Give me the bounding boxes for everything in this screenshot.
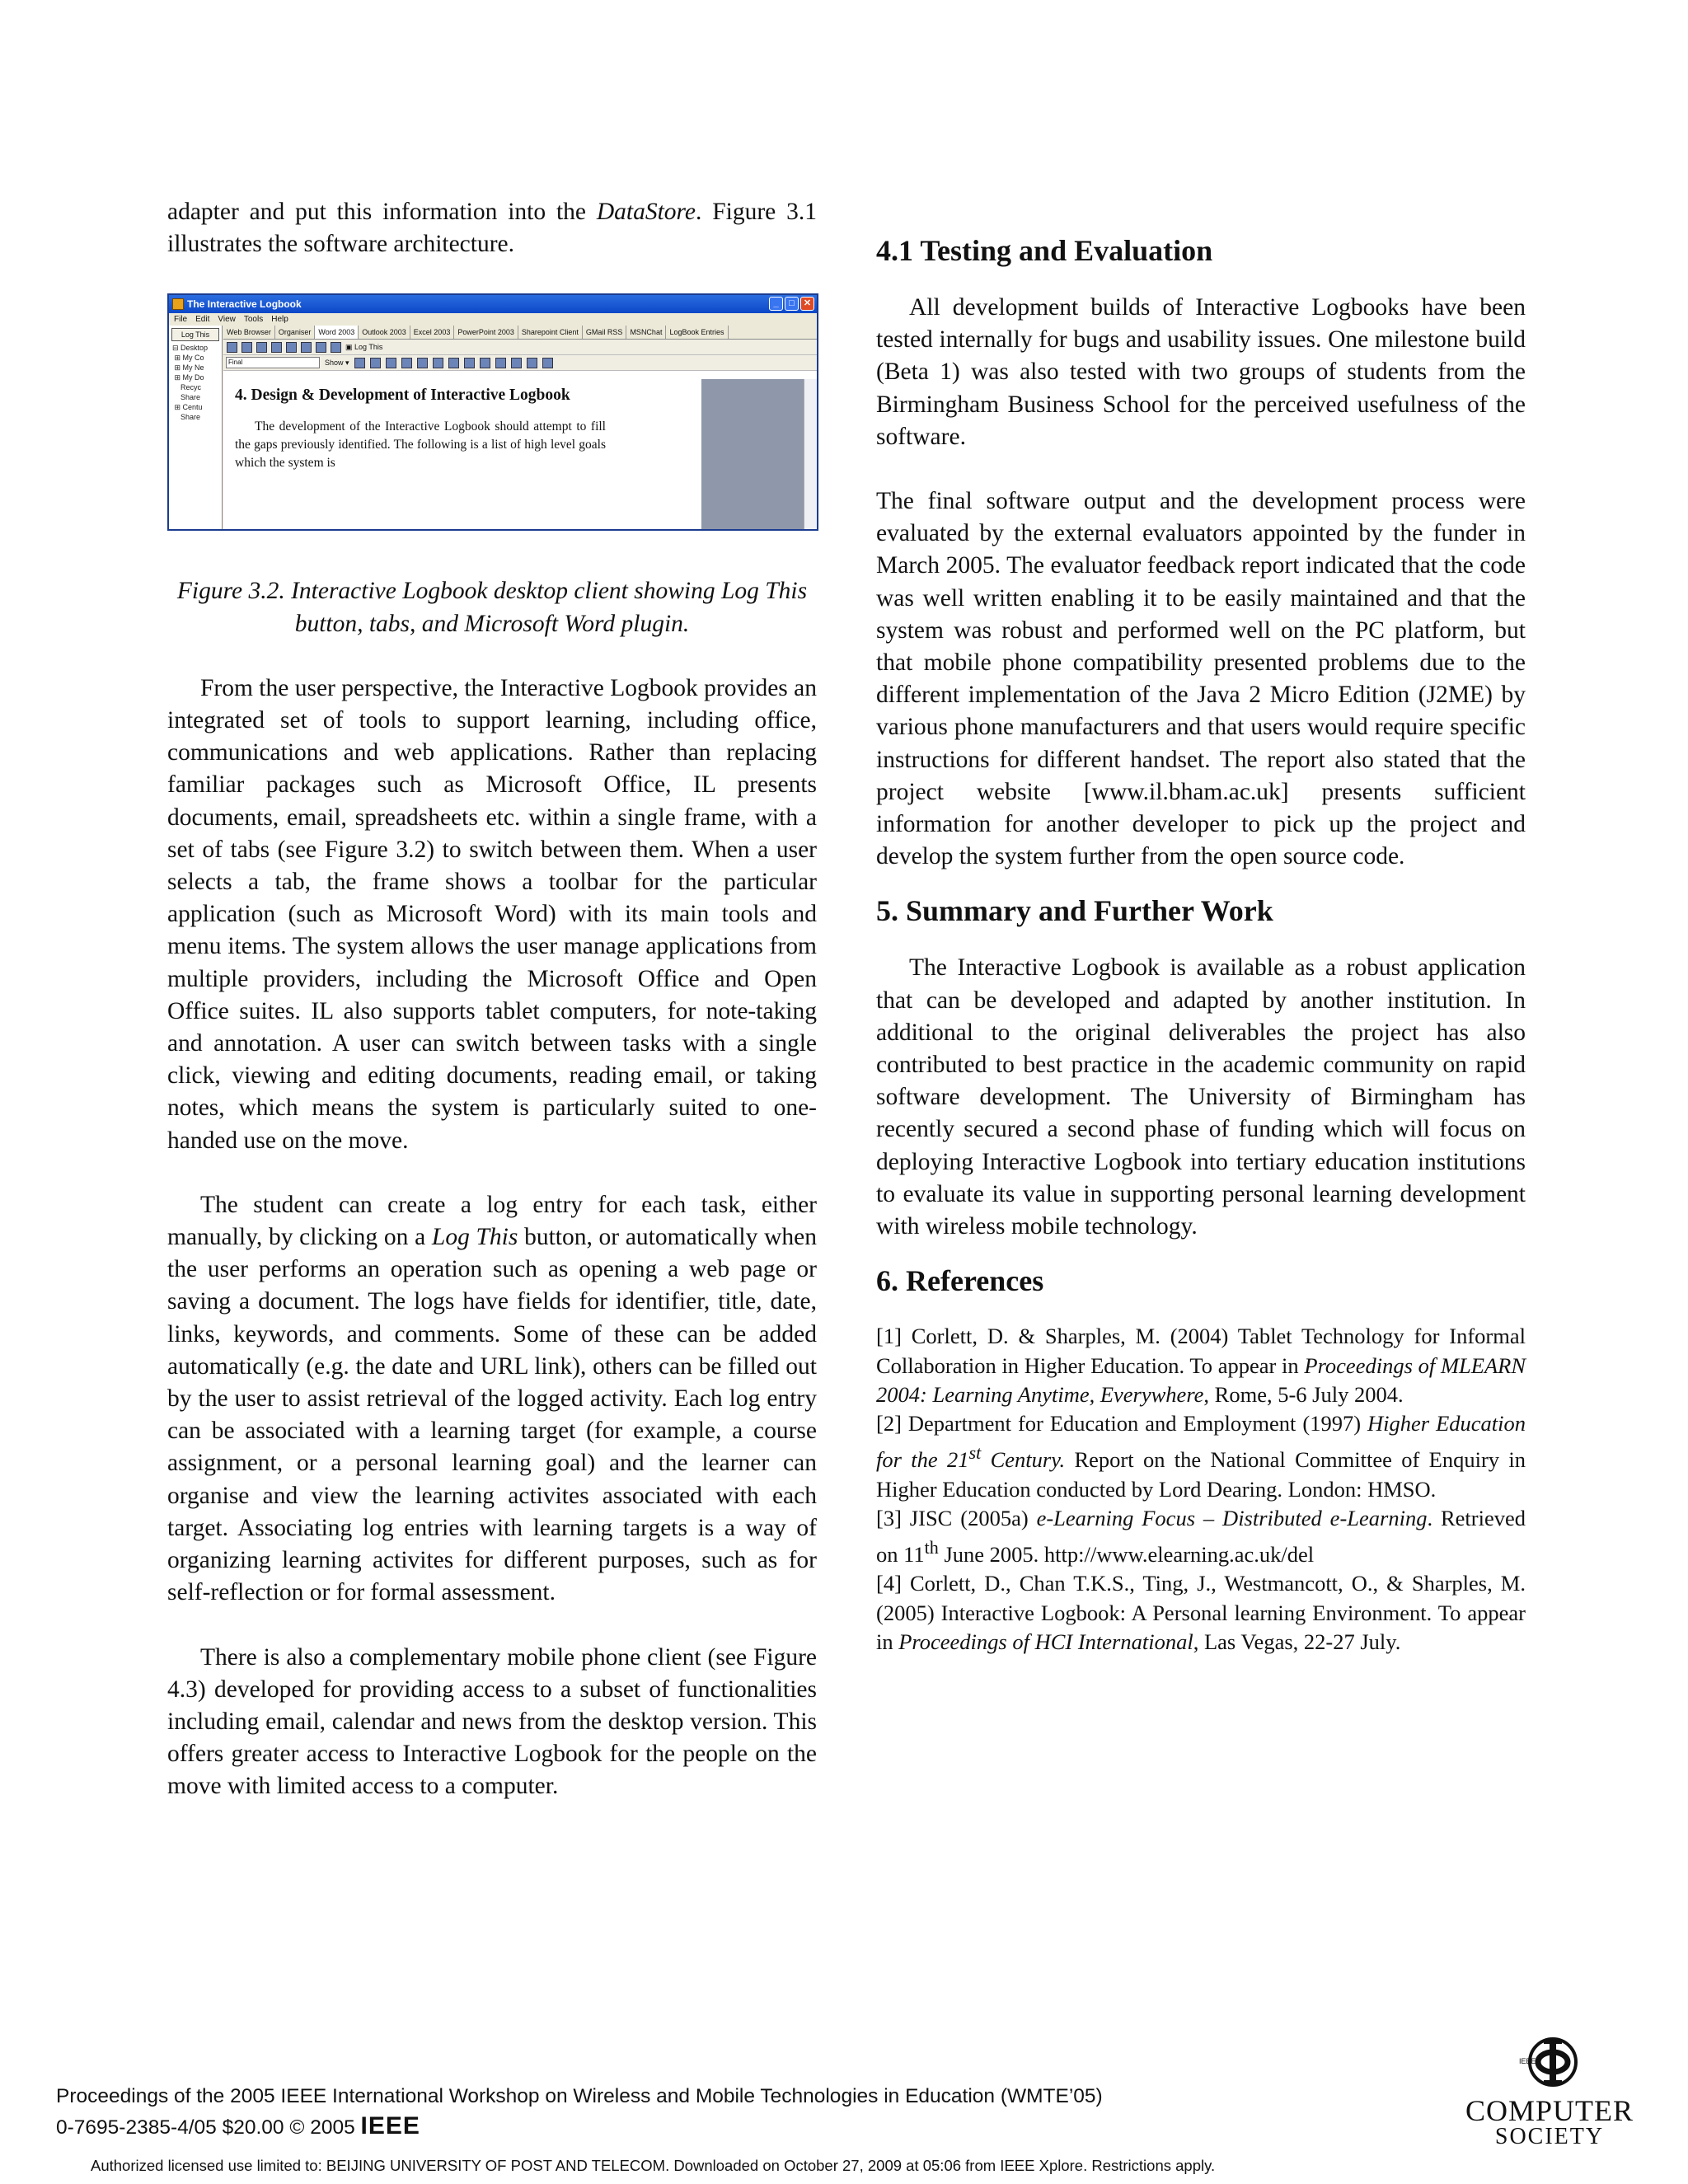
- proceedings-line: Proceedings of the 2005 IEEE International Workshop on Wireless and Mobile Technologies in Education (WMTE’05): [56, 2085, 1103, 2107]
- print-icon[interactable]: [271, 342, 282, 353]
- summary-paragraph: The Interactive Logbook is available as a robust application that can be developed and adapted by another institution. In additional to the original deliverables the project has also contributed to best practice in the academic community on rapid software development. The University of Birmingham has recently secured a second phase of funding which will focus on deploying Interactive Logbook into tertiary education institutions to evaluate its value in supporting personal learning development with wireless mobile technology.: [876, 954, 1526, 1240]
- application-frame: [223, 326, 817, 529]
- document-heading: 4. Design & Development of Interactive Logbook: [235, 387, 570, 405]
- table-icon[interactable]: [527, 358, 537, 368]
- page-footer: [56, 2082, 1103, 2143]
- save-as-icon[interactable]: [301, 342, 312, 353]
- application-tabs: [223, 326, 817, 340]
- reference-3: [3] JISC (2005a) e-Learning Focus – Distributed e-Learning. Retrieved on 11th June 2005. http://www.elearning.ac.uk/del: [876, 1505, 1526, 1568]
- log-this-button[interactable]: Log This: [171, 328, 219, 341]
- document-background: [701, 379, 804, 529]
- previous-change-icon[interactable]: [354, 358, 365, 368]
- heading-references: 6. References: [876, 1264, 1044, 1298]
- mobile-client-paragraph: There is also a complementary mobile phone client (see Figure 4.3) developed for providing access to a subset of functionalities including email, calendar and news from the desktop version. This offers greater access to Interactive Logbook for the people on the move with limited access to a computer.: [167, 1643, 817, 1800]
- reject-change-icon[interactable]: [401, 358, 412, 368]
- tab-logbook-entries[interactable]: LogBook Entries: [666, 326, 728, 339]
- window-titlebar: [169, 295, 817, 313]
- delete-icon[interactable]: [256, 342, 267, 353]
- reference-1: [1] Corlett, D. & Sharples, M. (2004) Tablet Technology for Informal Collaboration in Higher Education. To appear in Proceedings of MLEARN 2004: Learning Anytime, Everywhere, Rome, 5-6 July 2004.: [876, 1324, 1526, 1407]
- right-column: [876, 232, 1526, 1657]
- tab-powerpoint-2003[interactable]: PowerPoint 2003: [454, 326, 518, 339]
- explorer-sidebar: [169, 326, 223, 529]
- maximize-icon[interactable]: □: [785, 297, 799, 311]
- show-menu[interactable]: Show ▾: [325, 358, 349, 367]
- tree-item[interactable]: Share: [181, 413, 201, 422]
- accept-change-icon[interactable]: [386, 358, 396, 368]
- next-change-icon[interactable]: [370, 358, 381, 368]
- ieee-phi-icon: [1517, 2034, 1582, 2092]
- authorized-use-notice: Authorized licensed use limited to: BEIJING UNIVERSITY OF POST AND TELECOM. Downloaded on October 27, 2009 at 05:06 from IEEE Xplore. Restrictions apply.: [91, 2157, 1216, 2174]
- tab-gmail-rss[interactable]: GMail RSS: [583, 326, 627, 339]
- ieee-wordmark: IEEE: [360, 2112, 420, 2139]
- figure-3-2-screenshot: [167, 293, 818, 531]
- log-entry-paragraph: The student can create a log entry for each task, either manually, by clicking on a Log This button, or automatically when the user performs an operation such as opening a web page or saving a document. The logs have fields for identifier, title, date, links, keywords, and comments. Some of these can be added automatically (e.g. the date and URL link), others can be filled out by the user to assist retrieval of the logged activity. Each log entry can be associated with a learning target (for example, a course assignment, or a personal learning goal) and the learner can organise and view the learning activites associated with each target. Associating log entries with learning targets is a way of organizing learning activites for different purposes, such as for self-reflection or for formal assessment.: [167, 1191, 817, 1606]
- references-list: [876, 1322, 1526, 1657]
- tab-excel-2003[interactable]: Excel 2003: [410, 326, 455, 339]
- open-icon[interactable]: [241, 342, 252, 353]
- bullets-icon[interactable]: [464, 358, 475, 368]
- tab-sharepoint-client[interactable]: Sharepoint Client: [518, 326, 583, 339]
- tab-outlook-2003[interactable]: Outlook 2003: [359, 326, 410, 339]
- menu-tools[interactable]: Tools: [243, 315, 264, 325]
- tree-item[interactable]: ⊞ My Do: [172, 373, 204, 382]
- testing-paragraph: All development builds of Interactive Logbooks have been tested internally for bugs and usability issues. One milestone build (Beta 1) was also tested with two groups of students from the Birmingham Business School for the perceived usefulness of the software.: [876, 294, 1526, 450]
- word-review-toolbar: [223, 355, 817, 371]
- align-icon[interactable]: [480, 358, 490, 368]
- evaluation-paragraph: The final software output and the development process were evaluated by the external evaluators appointed by the funder in March 2005. The evaluator feedback report indicated that the code was well written enabling it to be easily maintained and that the system was robust and performed well on the PC platform, but that mobile phone compatibility presented problems due to the different implementation of the Java 2 Micro Edition (J2ME) by various phone manufacturers and that users would require specific instructions for different handset. The report also stated that the project website [www.il.bham.ac.uk] presents sufficient information for another developer to pick up the project and develop the system further from the open source code.: [876, 488, 1526, 870]
- tree-item[interactable]: ⊟ Desktop: [172, 344, 209, 353]
- track-changes-icon[interactable]: [433, 358, 443, 368]
- window-title: The Interactive Logbook: [187, 298, 302, 310]
- computer-society-logo: [1459, 2034, 1640, 2149]
- minimize-icon[interactable]: _: [769, 297, 783, 311]
- tree-item[interactable]: ⊞ My Ne: [172, 363, 204, 373]
- help-icon[interactable]: [542, 358, 553, 368]
- tab-msnchat[interactable]: MSNChat: [626, 326, 666, 339]
- isbn-line: 0-7695-2385-4/05 $20.00 © 2005 IEEE: [56, 2112, 420, 2139]
- reviewing-pane-icon[interactable]: [448, 358, 459, 368]
- reference-2: [2] Department for Education and Employment (1997) Higher Education for the 21st Century. Report on the National Committee of Enquiry in Higher Education conducted by Lord Dearing. London: HMSO.: [876, 1411, 1526, 1502]
- document-body: The development of the Interactive Logbook should attempt to fill the gaps previously identified. The following is a list of high level goals which the system is: [235, 419, 606, 471]
- user-perspective-paragraph: From the user perspective, the Interactive Logbook provides an integrated set of tools to support learning, including office, communications and web applications. Rather than replacing familiar packages such as Microsoft Office, IL presents documents, email, spreadsheets etc. within a single frame, with a set of tabs (see Figure 3.2) to switch between them. When a user selects a tab, the frame shows a toolbar for the particular application (such as Microsoft Word) with its main tools and menu items. The system allows the user manage applications from multiple providers, including the Microsoft Office and Open Office suites. IL also supports tablet computers, for note-taking and annotation. A user can switch between tasks with a single click, viewing and editing documents, reading email, or taking notes, which means the system is particularly suited to one-handed use on the move.: [167, 674, 817, 1154]
- tab-web-browser[interactable]: Web Browser: [223, 326, 275, 339]
- logo-ieee-small-text: IEEE: [1519, 2057, 1536, 2065]
- tab-word-2003[interactable]: Word 2003: [315, 326, 359, 339]
- menu-edit[interactable]: Edit: [195, 315, 210, 325]
- tree-item[interactable]: Share: [181, 393, 201, 402]
- logo-computer-text: COMPUTER: [1465, 2094, 1634, 2127]
- tab-organiser[interactable]: Organiser: [275, 326, 316, 339]
- insert-icon[interactable]: [495, 358, 506, 368]
- reference-4: [4] Corlett, D., Chan T.K.S., Ting, J., Westmancott, O., & Sharples, M. (2005) Interactive Logbook: A Personal learning Environment. To appear in Proceedings of HCI International, Las Vegas, 22-27 July.: [876, 1571, 1526, 1654]
- toolbar-log-this-button[interactable]: ▣ Log This: [345, 342, 383, 351]
- heading-summary: 5. Summary and Further Work: [876, 894, 1273, 928]
- close-icon[interactable]: ✕: [800, 297, 814, 311]
- new-document-icon[interactable]: [227, 342, 237, 353]
- menu-help[interactable]: Help: [271, 315, 288, 325]
- menu-view[interactable]: View: [218, 315, 236, 325]
- menu-file[interactable]: File: [174, 315, 188, 325]
- view-select[interactable]: Final: [226, 357, 320, 368]
- chart-icon[interactable]: [511, 358, 522, 368]
- tree-item[interactable]: ⊞ Centu: [172, 403, 203, 412]
- folder-tree: [169, 343, 222, 422]
- figure-caption: Figure 3.2. Interactive Logbook desktop client showing Log This button, tabs, and Microsoft Word plugin.: [176, 578, 808, 637]
- logo-society-text: SOCIETY: [1494, 2124, 1605, 2149]
- document-page: [223, 379, 701, 529]
- tree-item[interactable]: Recyc: [181, 383, 202, 392]
- left-column: [167, 196, 817, 1803]
- tree-item[interactable]: ⊞ My Co: [172, 354, 204, 363]
- save-icon[interactable]: [286, 342, 297, 353]
- comment-icon[interactable]: [417, 358, 428, 368]
- intro-paragraph: adapter and put this information into the DataStore. Figure 3.1 illustrates the software architecture.: [167, 199, 817, 258]
- word-standard-toolbar: [223, 340, 817, 355]
- vertical-scrollbar[interactable]: [804, 379, 817, 529]
- heading-testing-evaluation: 4.1 Testing and Evaluation: [876, 234, 1213, 267]
